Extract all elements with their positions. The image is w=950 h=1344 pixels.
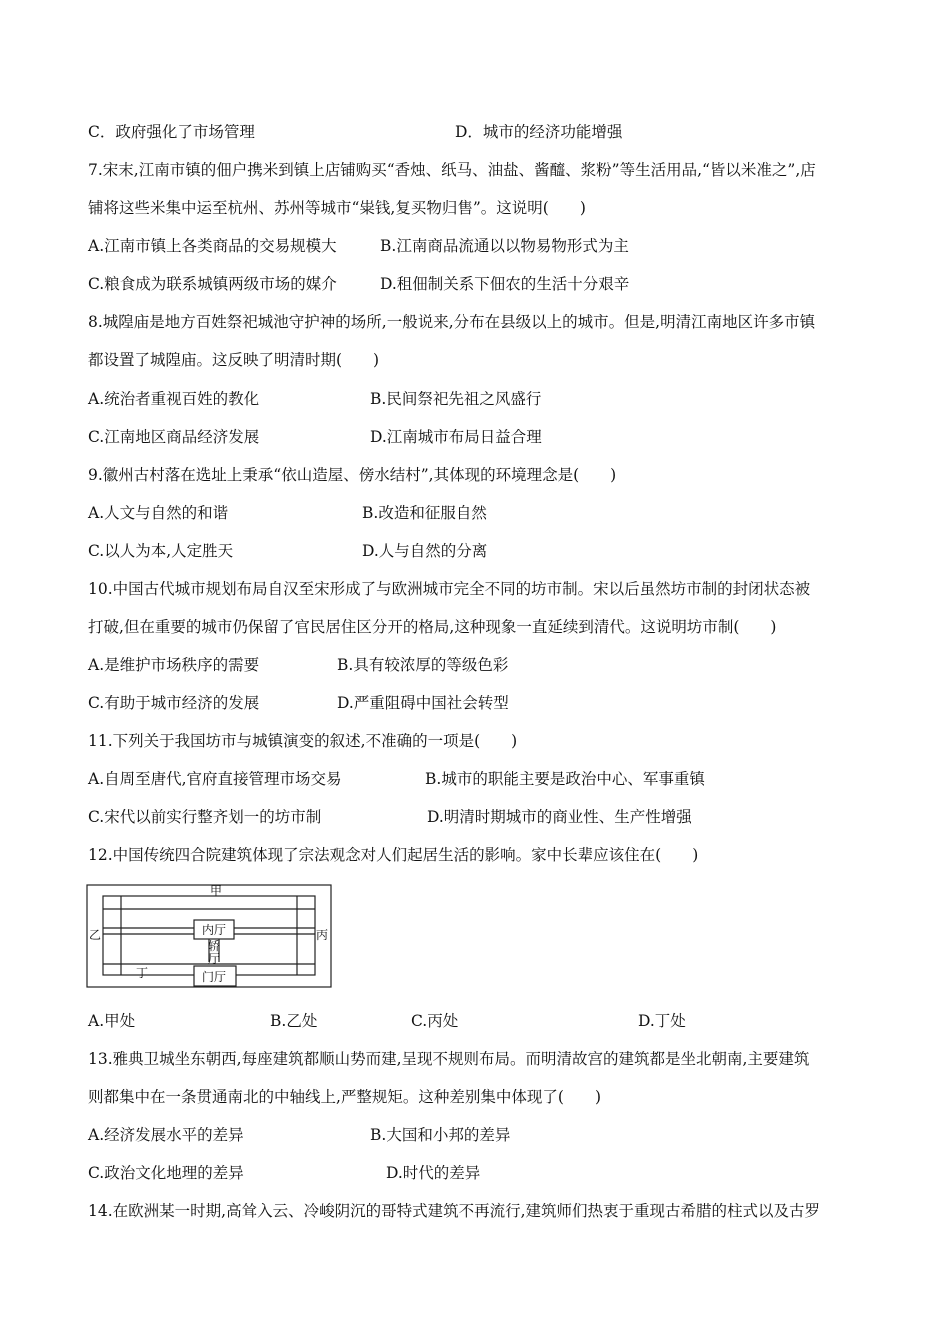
q11-option-a: A.自周至唐代,官府直接管理市场交易 bbox=[88, 770, 342, 788]
q10-option-a: A.是维护市场秩序的需要 bbox=[88, 656, 260, 674]
q6-option-c: C．政府强化了市场管理 bbox=[88, 123, 255, 141]
q9-option-a: A.人文与自然的和谐 bbox=[88, 504, 229, 522]
q8-option-c: C.江南地区商品经济发展 bbox=[88, 428, 260, 446]
q9-option-c: C.以人为本,人定胜天 bbox=[88, 542, 234, 560]
q9-stem-line1: 9.徽州古村落在选址上秉承“依山造屋、傍水结村”,其体现的环境理念是( ) bbox=[88, 466, 617, 484]
q10-option-d: D.严重阻碍中国社会转型 bbox=[337, 694, 509, 712]
label-ding: 丁 bbox=[136, 966, 149, 980]
q13-option-a: A.经济发展水平的差异 bbox=[88, 1126, 244, 1144]
q13-stem-line1: 13.雅典卫城坐东朝西,每座建筑都顺山势而建,呈现不规则布局。而明清故宫的建筑都是坐北朝南,主要建筑 bbox=[88, 1050, 810, 1068]
q13-option-c: C.政治文化地理的差异 bbox=[88, 1164, 244, 1182]
q9-option-b: B.改造和征服自然 bbox=[362, 504, 487, 522]
q7-stem-line1: 7.宋末,江南市镇的佃户携米到镇上店铺购买“香烛、纸马、油盐、酱醯、浆粉”等生活用品,“皆以米准之”,店 bbox=[88, 161, 816, 179]
q14-stem-line1: 14.在欧洲某一时期,高耸入云、冷峻阴沉的哥特式建筑不再流行,建筑师们热衷于重现古希腊的柱式以及古罗 bbox=[88, 1202, 821, 1220]
label-jia: 甲 bbox=[210, 884, 223, 898]
label-jiao: 轿 bbox=[208, 939, 221, 953]
q7-stem-line2: 铺将这些米集中运至杭州、苏州等城市“粜钱,复买物归售”。这说明( ) bbox=[88, 199, 586, 217]
q8-stem-line2: 都设置了城隍庙。这反映了明清时期( ) bbox=[88, 351, 380, 369]
q8-option-a: A.统治者重视百姓的教化 bbox=[88, 390, 260, 408]
q13-option-d: D.时代的差异 bbox=[386, 1164, 481, 1182]
q12-option-c: C.丙处 bbox=[411, 1012, 459, 1030]
q8-option-d: D.江南城市布局日益合理 bbox=[370, 428, 542, 446]
q11-option-d: D.明清时期城市的商业性、生产性增强 bbox=[427, 808, 692, 826]
label-yi: 乙 bbox=[89, 928, 102, 942]
q10-option-c: C.有助于城市经济的发展 bbox=[88, 694, 260, 712]
q12-option-b: B.乙处 bbox=[270, 1012, 318, 1030]
q7-option-b: B.江南商品流通以以物易物形式为主 bbox=[380, 237, 629, 255]
label-ting: 厅 bbox=[208, 952, 221, 966]
q11-stem-line1: 11.下列关于我国坊市与城镇演变的叙述,不准确的一项是( ) bbox=[88, 732, 518, 750]
q11-option-c: C.宋代以前实行整齐划一的坊市制 bbox=[88, 808, 322, 826]
q7-option-c: C.粮食成为联系城镇两级市场的媒介 bbox=[88, 275, 337, 293]
q8-stem-line1: 8.城隍庙是地方百姓祭祀城池守护神的场所,一般说来,分布在县级以上的城市。但是,明清江南地区许多市镇 bbox=[88, 313, 816, 331]
q6-option-d: D．城市的经济功能增强 bbox=[455, 123, 623, 141]
courtyard-diagram bbox=[86, 882, 334, 990]
q7-option-d: D.租佃制关系下佃农的生活十分艰辛 bbox=[380, 275, 630, 293]
q10-stem-line2: 打破,但在重要的城市仍保留了官民居住区分开的格局,这种现象一直延续到清代。这说明坊市制( ) bbox=[88, 618, 777, 636]
label-menting: 门厅 bbox=[202, 970, 227, 984]
q7-option-a: A.江南市镇上各类商品的交易规模大 bbox=[88, 237, 337, 255]
q12-option-a: A.甲处 bbox=[88, 1012, 136, 1030]
q13-option-b: B.大国和小邦的差异 bbox=[370, 1126, 511, 1144]
q8-option-b: B.民间祭祀先祖之风盛行 bbox=[370, 390, 542, 408]
label-bing: 丙 bbox=[316, 928, 329, 942]
q9-option-d: D.人与自然的分离 bbox=[362, 542, 488, 560]
q10-stem-line1: 10.中国古代城市规划布局自汉至宋形成了与欧洲城市完全不同的坊市制。宋以后虽然坊市制的封闭状态被 bbox=[88, 580, 811, 598]
q10-option-b: B.具有较浓厚的等级色彩 bbox=[337, 656, 509, 674]
q12-option-d: D.丁处 bbox=[638, 1012, 686, 1030]
q11-option-b: B.城市的职能主要是政治中心、军事重镇 bbox=[425, 770, 705, 788]
label-neiting: 内厅 bbox=[202, 923, 227, 937]
q13-stem-line2: 则都集中在一条贯通南北的中轴线上,严整规矩。这种差别集中体现了( ) bbox=[88, 1088, 602, 1106]
q12-stem-line1: 12.中国传统四合院建筑体现了宗法观念对人们起居生活的影响。家中长辈应该住在( ) bbox=[88, 846, 699, 864]
